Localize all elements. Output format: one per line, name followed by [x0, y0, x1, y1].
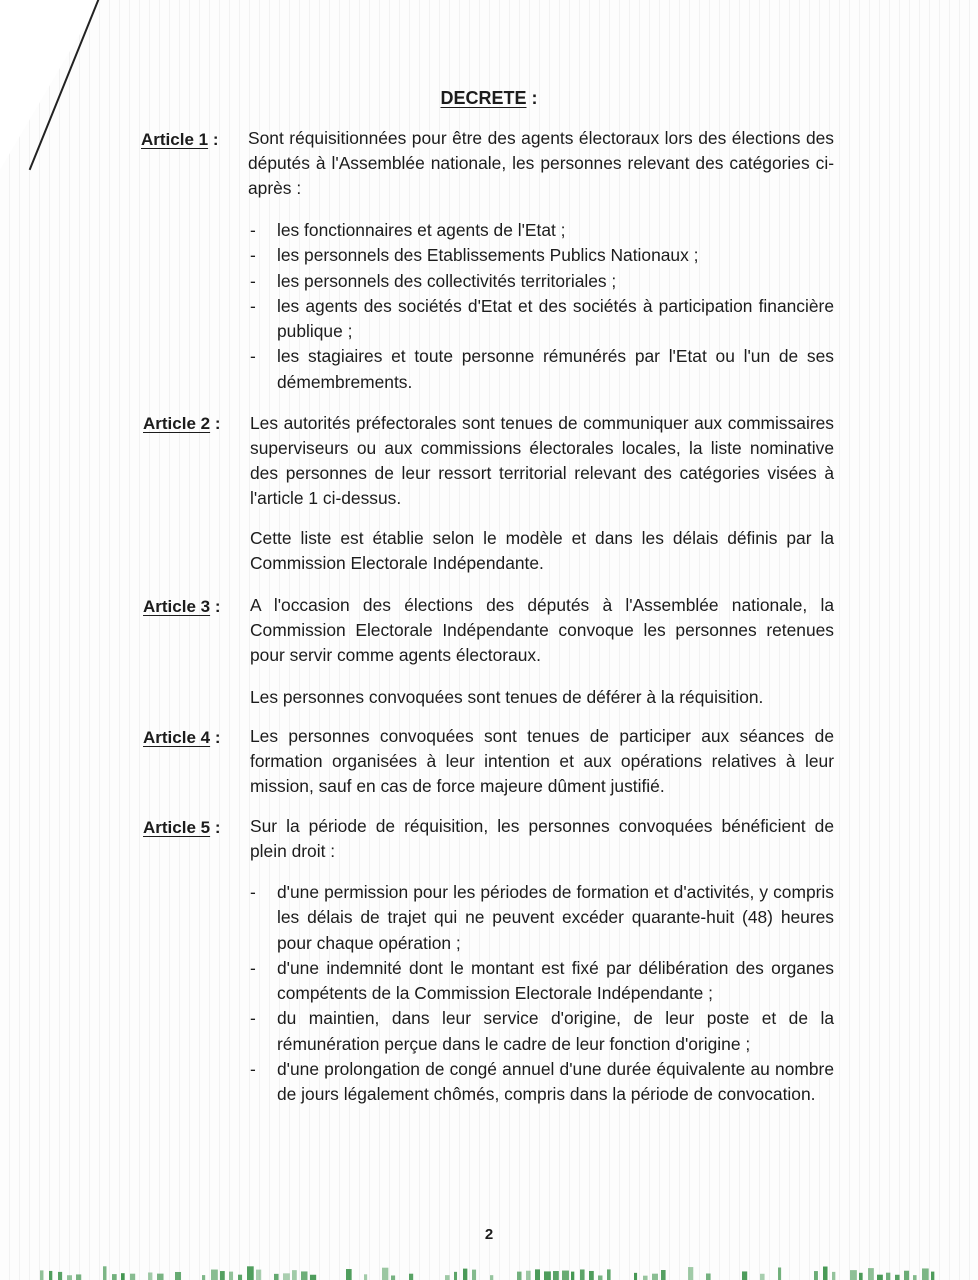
article-3-paragraph-1: A l'occasion des élections des députés à l'Assemblée nationale, la Commission Electorale Indépendante convoque les personnes retenues pour servir comme agents électoraux. [250, 595, 834, 665]
footer-decorative-border [0, 1250, 978, 1280]
bullet-icon: - [250, 957, 256, 978]
footer-motif-mark [148, 1272, 152, 1280]
footer-motif-mark [175, 1272, 181, 1280]
article-1-paragraph-1: Sont réquisitionnées pour être des agents électoraux lors des élections des députés à l'Assemblée nationale, les personnes relevant des catégories ci-après : [248, 128, 834, 198]
article-1-item-4 [250, 294, 834, 345]
article-1-item-1-text: les fonctionnaires et agents de l'Etat ; [277, 220, 566, 240]
article-5-item-4-text: d'une prolongation de congé annuel d'une durée équivalente au nombre de jours légalement chômés, compris dans la période de convocation. [277, 1059, 834, 1105]
footer-motif-mark [544, 1271, 551, 1280]
footer-motif-mark [706, 1273, 711, 1280]
footer-motif-mark [454, 1272, 457, 1280]
footer-motif-mark [859, 1273, 863, 1280]
footer-motif-mark [886, 1273, 890, 1280]
article-4-label-colon: : [210, 728, 221, 747]
article-5-item-3 [250, 1006, 834, 1057]
article-5-list [250, 880, 834, 1108]
footer-motif-mark [778, 1267, 781, 1280]
footer-motif-mark [877, 1275, 883, 1280]
footer-motif-mark [238, 1275, 242, 1280]
footer-motif-mark [535, 1269, 540, 1280]
footer-motif-mark [490, 1275, 493, 1280]
article-4-paragraph-1: Les personnes convoquées sont tenues de participer aux séances de formation organisées à leur intention et aux opérations relatives à leur mission, sauf en cas de force majeure dûment justifié. [250, 726, 834, 796]
bullet-icon: - [250, 270, 256, 291]
footer-motif-mark [814, 1271, 818, 1280]
footer-motif-mark [904, 1271, 909, 1280]
footer-motif-mark [868, 1268, 874, 1280]
footer-motif-mark [346, 1269, 352, 1280]
footer-motif-mark [742, 1271, 747, 1280]
footer-motif-mark [598, 1275, 602, 1280]
footer-motif-mark [76, 1274, 81, 1280]
article-5-item-2 [250, 956, 834, 1007]
footer-motif-mark [229, 1272, 233, 1280]
article-5-item-1 [250, 880, 834, 956]
article-5-label-colon: : [210, 818, 221, 837]
article-3-label-colon: : [210, 597, 221, 616]
footer-motif-mark [634, 1273, 637, 1280]
footer-motif-mark [931, 1272, 934, 1280]
article-5-item-4 [250, 1057, 834, 1108]
footer-motif-mark [607, 1269, 611, 1280]
article-5-item-3-text: du maintien, dans leur service d'origine, de leur poste et de la rémunération perçue dans le cadre de leur fonction d'origine ; [277, 1008, 834, 1054]
footer-motif-mark [850, 1270, 857, 1280]
footer-motif-mark [562, 1271, 569, 1280]
footer-motif-mark [49, 1271, 52, 1280]
article-4-label [143, 728, 220, 748]
footer-motif-mark [409, 1274, 413, 1280]
page-number: 2 [484, 1226, 494, 1243]
footer-motif-mark [661, 1270, 666, 1280]
article-2-paragraph-2: Cette liste est établie selon le modèle et dans les délais définis par la Commission Electorale Indépendante. [250, 528, 834, 573]
footer-motif-mark [589, 1271, 594, 1280]
footer-motif-mark [211, 1270, 218, 1280]
footer-motif-mark [58, 1272, 62, 1280]
footer-motif-mark [157, 1274, 164, 1280]
footer-motif-mark [283, 1273, 290, 1280]
bullet-icon: - [250, 1059, 256, 1080]
bullet-icon: - [250, 346, 256, 367]
footer-motif-mark [463, 1269, 467, 1280]
footer-motif-mark [580, 1269, 585, 1280]
article-1-item-2-text: les personnels des Etablissements Publics Nationaux ; [277, 245, 699, 266]
article-1-item-1 [250, 218, 834, 243]
footer-motif-mark [445, 1275, 450, 1280]
article-3-label-text: Article 3 [143, 597, 211, 616]
article-1-list [250, 218, 834, 395]
footer-motif-mark [643, 1276, 648, 1280]
footer-motif-mark [760, 1274, 765, 1280]
article-2-label-colon: : [210, 414, 221, 433]
footer-motif-mark [40, 1270, 43, 1280]
article-5-paragraph-1: Sur la période de réquisition, les personnes convoquées bénéficient de plein droit : [250, 816, 834, 861]
article-2-paragraph-1: Les autorités préfectorales sont tenues de communiquer aux commissaires superviseurs ou aux commissions électorales locales, la liste nominative des personnes de leur ressort territorial relevant des catégories visées à l'article 1 ci-dessus. [250, 413, 834, 508]
decree-heading-text: DECRETE [440, 88, 527, 108]
footer-motif-mark [256, 1270, 261, 1280]
footer-motif-mark [472, 1270, 476, 1280]
footer-motif-mark [382, 1268, 388, 1280]
bullet-icon: - [250, 220, 256, 240]
footer-motif-mark [391, 1275, 395, 1280]
footer-motif-mark [364, 1274, 367, 1280]
footer-motif-mark [112, 1274, 117, 1280]
article-2-label-text: Article 2 [143, 414, 211, 433]
article-2-label [143, 414, 220, 434]
article-5-label [143, 818, 220, 838]
footer-motif-mark [832, 1272, 835, 1280]
footer-motif-mark [301, 1271, 307, 1280]
article-3-paragraph-2: Les personnes convoquées sont tenues de déférer à la réquisition. [250, 687, 764, 707]
footer-motif-mark [292, 1270, 297, 1280]
footer-motif-mark [526, 1271, 531, 1280]
article-1-item-5 [250, 344, 834, 395]
article-1-label-colon: : [208, 130, 219, 149]
footer-motif-mark [202, 1275, 205, 1280]
article-1-item-3 [250, 269, 834, 294]
footer-motif-mark [310, 1275, 316, 1280]
article-4-label-text: Article 4 [143, 728, 211, 747]
footer-motif-mark [220, 1271, 225, 1280]
footer-motif-mark [103, 1266, 106, 1280]
bullet-icon: - [250, 1008, 256, 1029]
footer-motif-mark [274, 1274, 279, 1280]
footer-motif-mark [913, 1275, 917, 1280]
article-3-label [143, 597, 220, 617]
article-5-label-text: Article 5 [143, 818, 211, 837]
article-1-item-3-text: les personnels des collectivités territoriales ; [277, 270, 617, 291]
page-corner-background [0, 0, 100, 170]
article-1-label-text: Article 1 [141, 130, 209, 149]
article-1-label [141, 130, 218, 150]
footer-motif-mark [895, 1275, 900, 1280]
footer-motif-mark [823, 1267, 828, 1280]
decree-heading [0, 88, 978, 109]
footer-motif-mark [130, 1274, 135, 1280]
footer-motif-mark [922, 1268, 929, 1280]
footer-motif-mark [517, 1272, 522, 1280]
article-1-item-5-text: les stagiaires et toute personne rémunérés par l'Etat ou l'un de ses démembrements. [277, 346, 834, 392]
article-1-item-4-text: les agents des sociétés d'Etat et des sociétés à participation financière publique ; [277, 295, 834, 342]
footer-motif-mark [652, 1274, 658, 1280]
article-1-item-2 [250, 243, 834, 268]
bullet-icon: - [250, 882, 256, 902]
footer-motif-mark [67, 1275, 72, 1280]
bullet-icon: - [250, 295, 256, 316]
footer-motif-mark [121, 1273, 125, 1280]
decree-heading-colon: : [526, 88, 538, 108]
bullet-icon: - [250, 245, 256, 266]
article-5-item-1-text: d'une permission pour les périodes de formation et d'activités, y compris les délais de trajet qui ne peuvent excéder quarante-huit (48) heures pour chaque opération ; [277, 882, 834, 953]
footer-motif-mark [247, 1266, 254, 1280]
footer-motif-mark [553, 1271, 559, 1280]
footer-motif-mark [571, 1272, 574, 1280]
footer-motif-mark [688, 1267, 693, 1280]
article-5-item-2-text: d'une indemnité dont le montant est fixé par délibération des organes compétents de la Commission Electorale Indépendante ; [277, 957, 834, 1004]
